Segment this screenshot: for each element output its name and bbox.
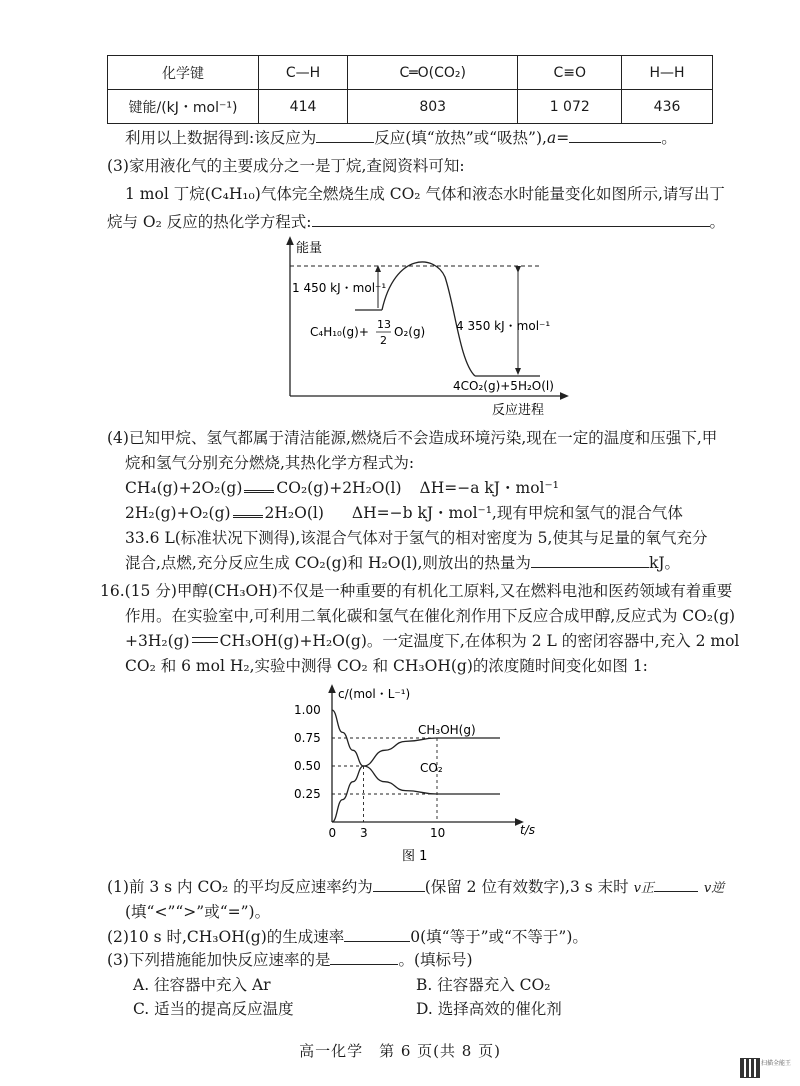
table-cell-bond: C≡O xyxy=(518,56,622,90)
q15-part4-eq2: 2H₂(g)+O₂(g) 2H₂O(l) ΔH=−b kJ・mol⁻¹,现有甲烷和氢气的混合气体 xyxy=(125,504,683,522)
x-tick-label: 10 xyxy=(430,826,446,840)
option-c[interactable]: C. 适当的提高反应温度 xyxy=(133,1000,294,1018)
x-tick-label: 0 xyxy=(328,826,337,840)
reactant-label: C₄H₁₀(g)+ xyxy=(310,325,369,339)
chart-ylabel: c/(mol・L⁻¹) xyxy=(338,687,411,701)
q15-part3-line1: (3)家用液化气的主要成分之一是丁烷,查阅资料可知: xyxy=(107,157,465,175)
equilibrium-arrow xyxy=(192,636,218,646)
q16-sub1: (1)前 3 s 内 CO₂ 的平均反应速率约为 (保留 2 位有效数字),3 s 末时 v正 v逆 xyxy=(107,878,725,896)
q15-line-a: 利用以上数据得到:该反应为 反应(填“放热”或“吸热”),a= 。 xyxy=(125,129,677,147)
table-row-label: 键能/(kJ・mol⁻¹) xyxy=(108,90,259,124)
y-tick-label: 0.25 xyxy=(294,787,321,801)
answer-blank[interactable] xyxy=(373,877,425,892)
q15-part4-line5: 33.6 L(标准状况下测得),该混合气体对于氢气的相对密度为 5,使其与足量的氧气充分 xyxy=(125,529,708,547)
page-footer: 高一化学 第 6 页(共 8 页) xyxy=(299,1042,501,1060)
option-d[interactable]: D. 选择高效的催化剂 xyxy=(416,1000,562,1018)
table-header-label: 化学键 xyxy=(108,56,259,90)
scanner-watermark: 扫描全能王 xyxy=(761,1060,792,1067)
table-cell-energy: 436 xyxy=(622,90,713,124)
answer-blank[interactable] xyxy=(654,877,698,892)
product-label: 4CO₂(g)+5H₂O(l) xyxy=(453,379,554,393)
release-energy-label: 4 350 kJ・mol⁻¹ xyxy=(456,319,551,333)
y-tick-label: 1.00 xyxy=(294,703,321,717)
qr-code-icon xyxy=(740,1058,760,1078)
fraction-numerator: 13 xyxy=(377,318,391,331)
answer-blank[interactable] xyxy=(312,212,710,227)
table-header-row xyxy=(108,56,713,90)
option-a[interactable]: A. 往容器中充入 Ar xyxy=(133,976,271,994)
q16-line4: CO₂ 和 6 mol H₂,实验中测得 CO₂ 和 CH₃OH(g)的浓度随时间变化如图 1: xyxy=(125,657,648,675)
x-tick-label: 3 xyxy=(360,826,368,840)
answer-blank[interactable] xyxy=(316,128,374,143)
series-line-ch3oh xyxy=(332,738,500,822)
answer-blank[interactable] xyxy=(330,950,398,965)
y-tick-label: 0.75 xyxy=(294,731,321,745)
progress-axis-label: 反应进程 xyxy=(492,403,545,418)
q16-sub3: (3)下列措施能加快反应速率的是 。(填标号) xyxy=(107,951,473,969)
q16-line1: 16.(15 分)甲醇(CH₃OH)不仅是一种重要的有机化工原料,又在燃料电池和医药领域有着重要 xyxy=(100,582,733,600)
v-reverse: v逆 xyxy=(703,881,725,896)
answer-blank[interactable] xyxy=(344,927,410,942)
q15-part4-line1: (4)已知甲烷、氢气都属于清洁能源,燃烧后不会造成环境污染,现在一定的温度和压强下,甲 xyxy=(107,429,718,447)
bond-energy-table xyxy=(107,55,713,124)
q16-line3: +3H₂(g) CH₃OH(g)+H₂O(g)。一定温度下,在体积为 2 L 的密闭容器中,充入 2 mol xyxy=(125,632,740,650)
q16-sub2: (2)10 s 时,CH₃OH(g)的生成速率 0(填“等于”或“不等于”)。 xyxy=(107,928,588,946)
concentration-chart xyxy=(290,682,550,862)
v-forward: v正 xyxy=(633,881,654,896)
table-energy-row xyxy=(108,90,713,124)
series-label-co2: CO₂ xyxy=(420,761,443,775)
chart-xlabel: t/s xyxy=(520,823,535,837)
table-cell-energy: 414 xyxy=(259,90,348,124)
q16-sub1-line2: (填“<”“>”或“=”)。 xyxy=(125,903,271,921)
table-cell-bond: H—H xyxy=(622,56,713,90)
q15-part3-line3: 烷与 O₂ 反应的热化学方程式: 。 xyxy=(107,213,726,231)
q15-part3-line2: 1 mol 丁烷(C₄H₁₀)气体完全燃烧生成 CO₂ 气体和液态水时能量变化如图所示,请写出丁 xyxy=(125,185,725,203)
reactant-o2-label: O₂(g) xyxy=(394,325,426,339)
energy-diagram xyxy=(270,232,580,418)
table-cell-bond: C—H xyxy=(259,56,348,90)
energy-axis-label: 能量 xyxy=(296,241,323,256)
q15-part4-line2: 烷和氢气分别充分燃烧,其热化学方程式为: xyxy=(125,454,415,472)
table-cell-energy: 1 072 xyxy=(518,90,622,124)
answer-blank[interactable] xyxy=(569,128,661,143)
fraction-denominator: 2 xyxy=(380,334,387,347)
activation-energy-label: 1 450 kJ・mol⁻¹ xyxy=(292,281,387,295)
chart-title: 图 1 xyxy=(402,849,428,862)
y-tick-label: 0.50 xyxy=(294,759,321,773)
q16-line2: 作用。在实验室中,可利用二氧化碳和氢气在催化剂作用下反应合成甲醇,反应式为 CO₂(g) xyxy=(125,607,736,625)
series-label-ch3oh: CH₃OH(g) xyxy=(418,723,476,737)
table-cell-energy: 803 xyxy=(348,90,518,124)
q15-part4-line6: 混合,点燃,充分反应生成 CO₂(g)和 H₂O(l),则放出的热量为 kJ。 xyxy=(125,554,681,572)
option-b[interactable]: B. 往容器充入 CO₂ xyxy=(416,976,551,994)
q15-part4-eq1: CH₄(g)+2O₂(g) CO₂(g)+2H₂O(l) ΔH=−a kJ・mol⁻¹ xyxy=(125,479,559,497)
answer-blank[interactable] xyxy=(531,553,649,568)
table-cell-bond: C═O(CO₂) xyxy=(348,56,518,90)
